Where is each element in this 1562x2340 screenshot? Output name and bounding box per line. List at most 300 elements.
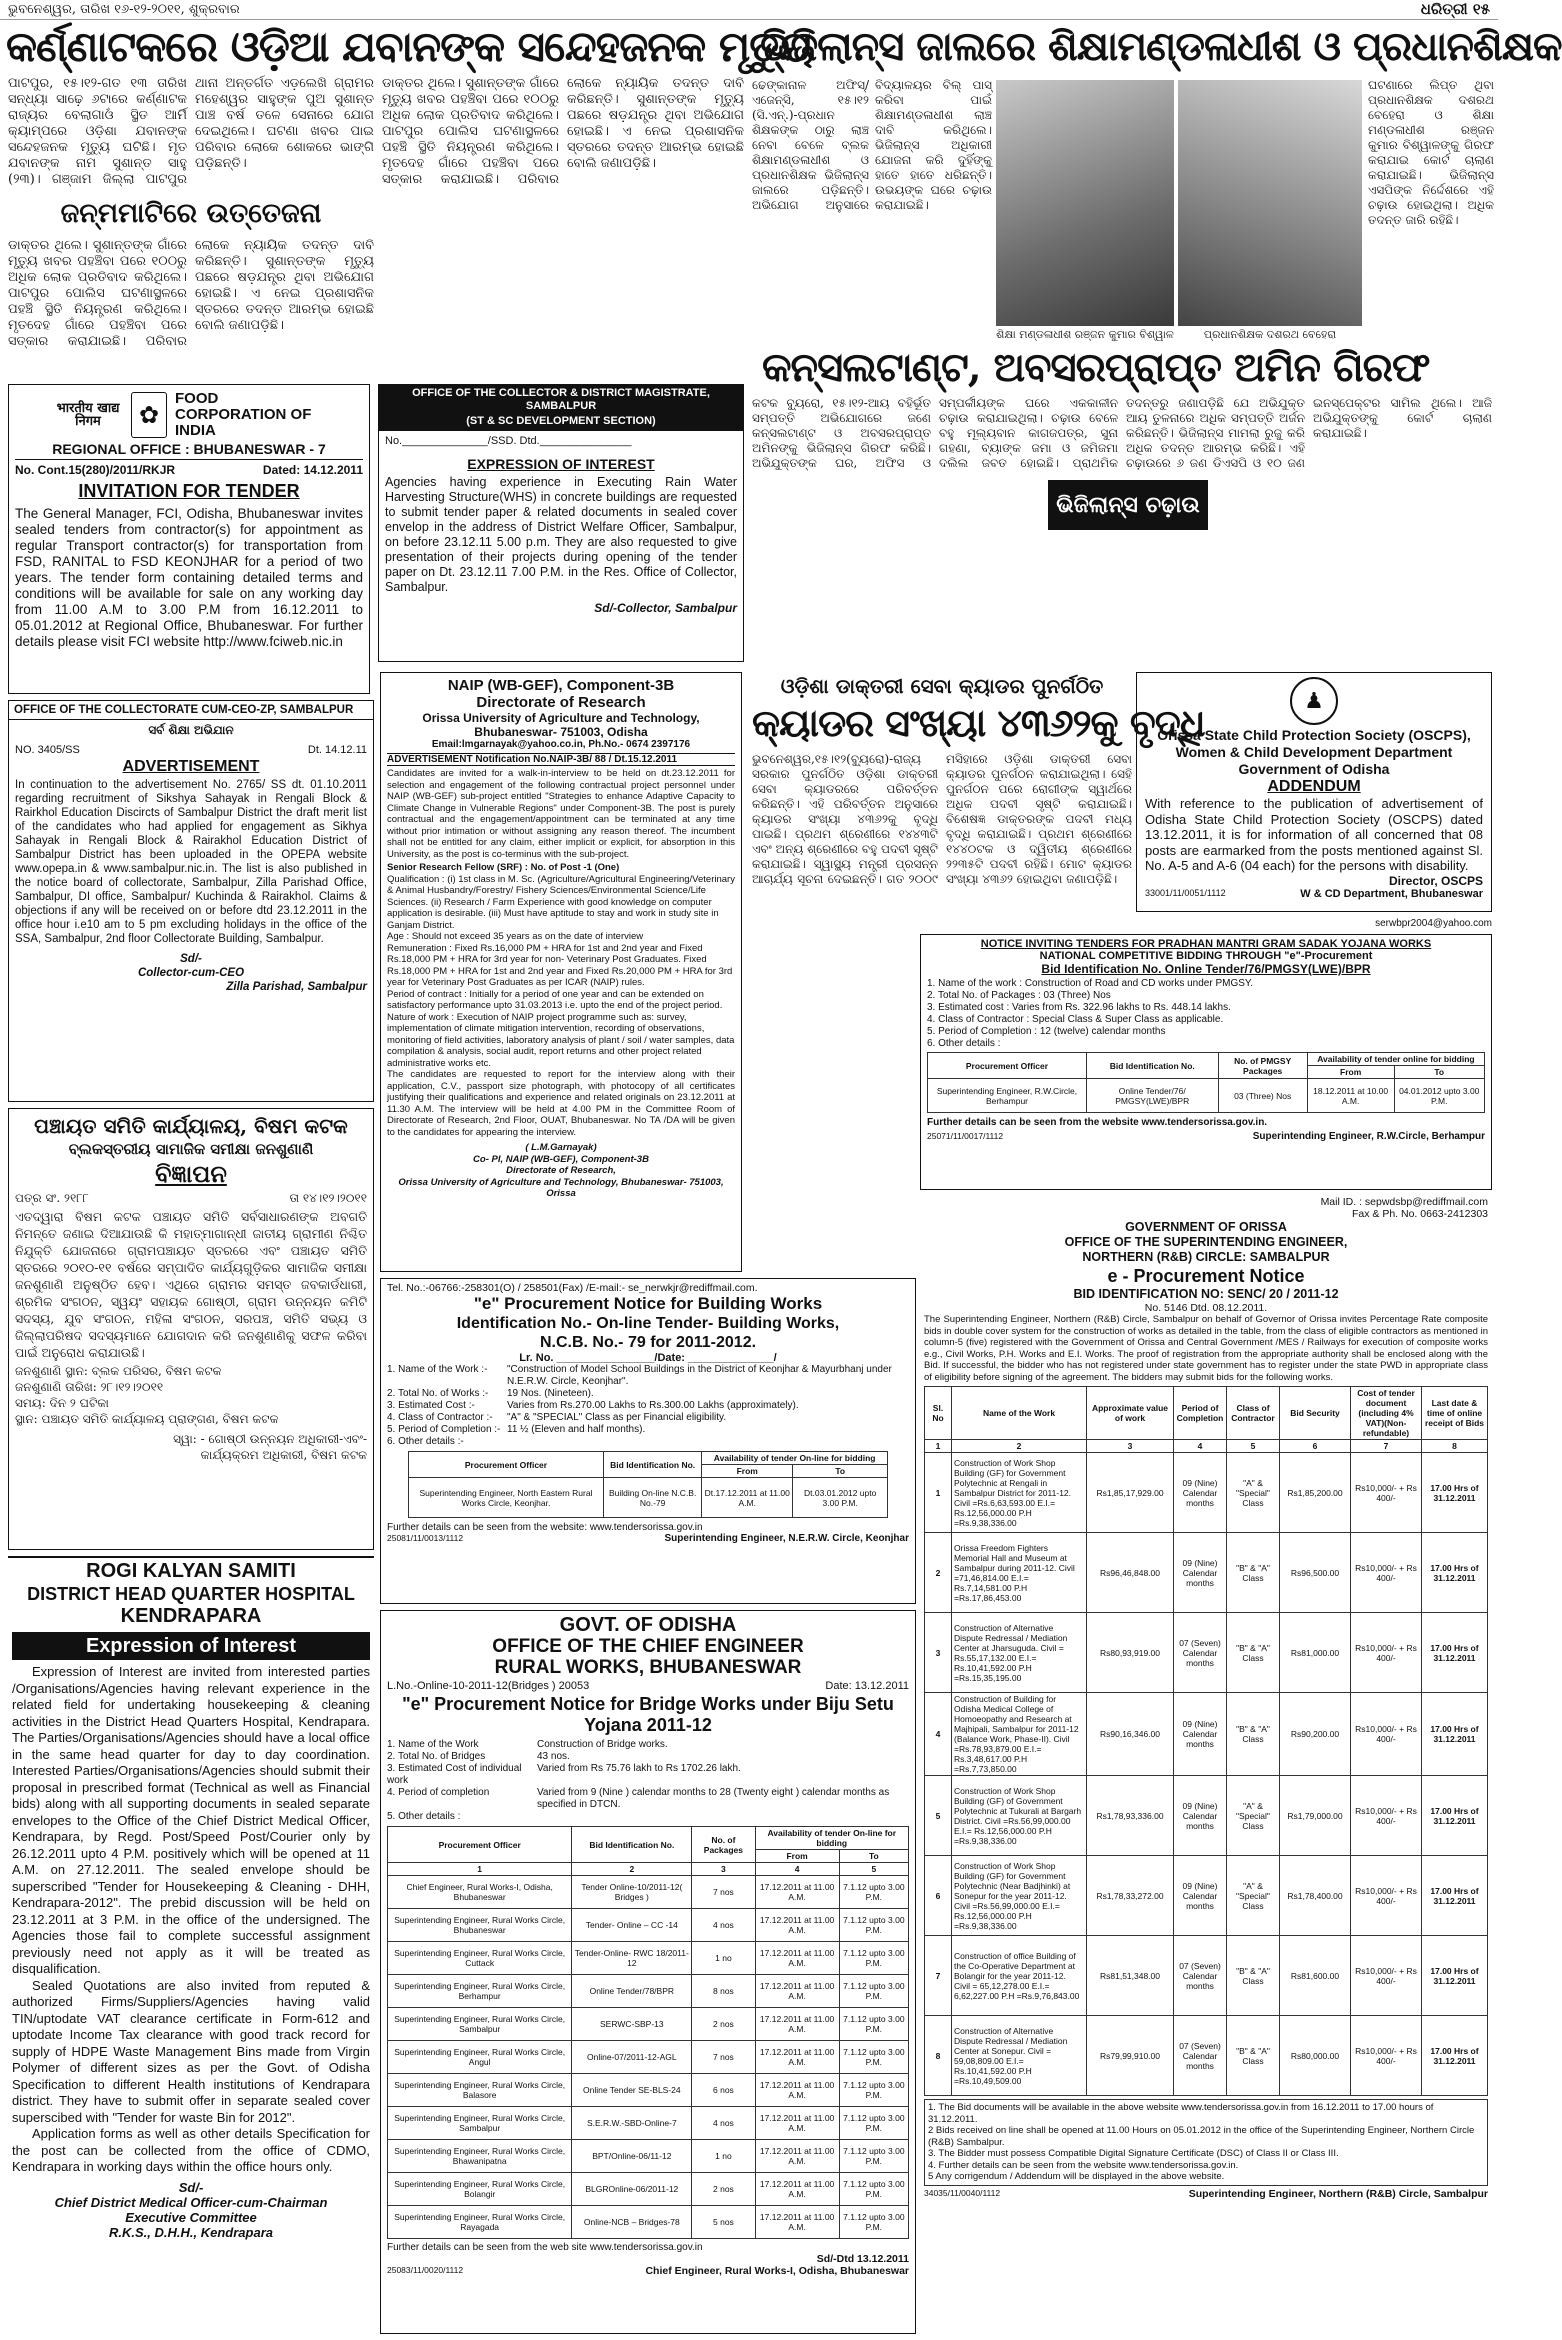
- table-cell: Rs10,000/- + Rs 400/-: [1351, 1776, 1422, 1856]
- nercw-item-value: 11 ½ (Eleven and half months).: [507, 1424, 646, 1435]
- table-cell: Rs1,79,000.00: [1280, 1776, 1351, 1856]
- table-row: [925, 1936, 1488, 2016]
- table-cell: 6 nos: [692, 2074, 755, 2107]
- biju-code: 25083/11/0020/1112: [387, 2265, 464, 2275]
- table-row: [388, 2107, 909, 2140]
- rks-body2: Sealed Quotations are also invited from reputed & authorized Firms/Suppliers/Agencies having valid TIN/uptodate VAT clearance certificate in Form-612 and uptodate Income Tax clearance with good track record for supply of HDPE Waste Management Bins made from Virgin Polymer of different sizes as per the Govt. of Odisha Specification to different Health institutions of Kendrapara district. They have to submit offer in separate sealed cover superscibed with "Tender for waste Bin for 2012".: [12, 1977, 370, 2125]
- table-cell: 1 no: [692, 1942, 755, 1975]
- table-cell: Tender- Online – CC -14: [572, 1909, 692, 1942]
- pmgsy-th-officer: Procurement Officer: [928, 1053, 1087, 1079]
- table-cell: 5 nos: [692, 2206, 755, 2239]
- fci-name: FOOD CORPORATION OF INDIA: [175, 390, 312, 439]
- table-row: [388, 2206, 909, 2239]
- panchayat-body: ଏତଦ୍ୱାରା ବିଷମ କଟକ ପଞ୍ଚାୟତ ସମିତି ସର୍ବସାଧାରଣଙ୍କ ଅବଗତି ନିମନ୍ତେ ଜଣାଇ ଦିଆଯାଉଛି କି ମହାତ୍ମାଗାନ୍ଧୀ ଜାତୀୟ ଗ୍ରାମୀଣ ନିଶ୍ଚିତ ନିଯୁକ୍ତି ଯୋଜନାରେ ଗ୍ରାମପଞ୍ଚାୟତ ସ୍ତରରେ ଏବଂ ପଞ୍ଚାୟତ ସମିତି ସ୍ତରରେ ୨୦୧୦-୧୧ ବର୍ଷରେ ସମ୍ପାଦିତ କାର୍ଯ୍ୟଗୁଡ଼ିକର ସାମାଜିକ ସମୀକ୍ଷା ଜନଶୁଣାଣି ଅନୁଷ୍ଠିତ ହେବ। ଏଥିରେ ଗ୍ରାମର ସମସ୍ତ ଜବକାର୍ଡଧାରୀ, ଶ୍ରମିକ ସଂଗଠନ, ସ୍ୱୟଂ ସହାୟକ ଗୋଷ୍ଠୀ, ଗ୍ରାମ ଉନ୍ନୟନ କମିଟି ସଦସ୍ୟ, ଯୁବ ସଂଗଠନ, ମହିଳା ସଂଗଠନ, ସରପଞ୍ଚ, ସମିତି ସଭ୍ୟ ଓ ଜିଲ୍ଲାପରିଷଦ ସଦସ୍ୟମାନେ ଯୋଗଦାନ କରି ଜନଶୁଣାଣିକୁ ସଫଳ କରିବା ପାଇଁ ଅନୁରୋଧ କରାଯାଉଛି।: [15, 1209, 367, 1360]
- naip-period: Period of contract : Initially for a period of one year and can be extended on satisfactory performance upto 31.03.2013 i.e. upto the end of the project period.: [387, 988, 723, 1011]
- senc-th: Last date & time of online receipt of Bids: [1422, 1387, 1488, 1440]
- senc-sign: Superintending Engineer, Northern (R&B) Circle, Sambalpur: [1188, 2187, 1488, 2200]
- rks-t1: ROGI KALYAN SAMITI: [86, 1560, 296, 1582]
- biju-lno: L.No.-Online-10-2011-12(Bridges ) 20053: [387, 1680, 590, 1692]
- table-row: [925, 1776, 1488, 1856]
- senc-code: 34035/11/0040/1112: [924, 2187, 1001, 2198]
- vigilance-badge: ଭିଜିଲାନ୍ସ ଚଢ଼ାଉ: [1048, 480, 1208, 530]
- table-cell: 7 nos: [692, 2041, 755, 2074]
- table-cell: Tender-Online- RWC 18/2011-12: [572, 1942, 692, 1975]
- fci-ad: [8, 384, 370, 694]
- panchayat-ad: [8, 1108, 374, 1550]
- senc-note: 5 Any corrigendum / Addendum will be displayed in the above website.: [928, 2171, 1225, 2182]
- table-cell: 17.00 Hrs of 31.12.2011: [1422, 1936, 1488, 2016]
- biju-item-label: 1. Name of the Work: [387, 1739, 479, 1750]
- table-cell: 4 nos: [692, 1909, 755, 1942]
- table-cell: 09 (Nine) Calendar months: [1174, 1693, 1227, 1776]
- table-row: [388, 2074, 909, 2107]
- table-cell: 07 (Seven) Calendar months: [1174, 2016, 1227, 2096]
- table-cell: 7.1.12 upto 3.00 P.M.: [839, 2041, 908, 2074]
- pmgsy-th-from: From: [1307, 1066, 1394, 1079]
- senc-num: 1: [925, 1440, 952, 1453]
- senc-t4: e - Procurement Notice: [1107, 1266, 1305, 1286]
- table-cell: Rs90,200.00: [1280, 1693, 1351, 1776]
- collectorate-office: OFFICE OF THE COLLECTORATE CUM-CEO-ZP, SAMBALPUR: [9, 701, 373, 720]
- fci-office: REGIONAL OFFICE : BHUBANESWAR - 7: [15, 441, 363, 460]
- table-cell: Superintending Engineer, Rural Works Circle, Balasore: [388, 2074, 572, 2107]
- story2-body: ଢେଙ୍କାନାଳ ଅଫିସ୍/ଏଜେନ୍ସି, ୧୫।୧୨ (ସି.ଏନ୍.)-ପ୍ରଧାନ ଶିକ୍ଷକଙ୍କ ଠାରୁ ଲାଞ୍ଚ ନେବା ବେଳେ ବ୍ଲକ ଶିକ୍ଷାମଣ୍ଡଳାଧୀଶ ଓ ପ୍ରଧାନଶିକ୍ଷକ ଭିଜିଲାନ୍ସ ଜାଲରେ ପଡ଼ିଛନ୍ତି। ଅଭିଯୋଗ ଅନୁସାରେ ବିଦ୍ୟାଳୟର ବିଲ୍ ପାସ୍ କରିବା ପାଇଁ ଶିକ୍ଷାମଣ୍ଡଳାଧୀଶ ଲାଞ୍ଚ ଦାବି କରିଥିଲେ। ଭିଜିଲାନ୍ସ ଅଧିକାରୀ ଯୋଜନା କରି ଦୁହିଁଙ୍କୁ ହାତେ ହାତେ ଧରିଛନ୍ତି। ଉଭୟଙ୍କ ଘରେ ଚଢ଼ାଉ କରାଯାଇଛି।: [752, 78, 992, 212]
- senc-th: Cost of tender document (including 4% VAT)(Non-refundable): [1351, 1387, 1422, 1440]
- pmgsy-cell: Superintending Engineer, R.W.Circle, Berhampur: [928, 1079, 1087, 1113]
- table-row: [388, 2140, 909, 2173]
- table-cell: "B" & "A" Class: [1227, 2016, 1280, 2096]
- table-cell: 1: [925, 1453, 952, 1533]
- pmgsy-cell: 04.01.2012 upto 3.00 P.M.: [1394, 1079, 1485, 1113]
- table-cell: Construction of Work Shop Building (GF) of Government Polytechnic at Tukurali at Bargarh District. Civil =Rs.56,99,000.00 E.I.= Rs.12,56,000.00 P.H =Rs.9,38,336.00: [952, 1776, 1087, 1856]
- table-cell: 17.00 Hrs of 31.12.2011: [1422, 1453, 1488, 1533]
- table-row: [925, 1453, 1488, 1533]
- table-cell: Construction of Alternative Dispute Redressal / Mediation Center at Jharsuguda. Civil = Rs.55,17,132.00 E.I.= Rs.10,41,592.00 P.H =Rs.15,35,195.00: [952, 1613, 1087, 1693]
- fci-dated: Dated: 14.12.2011: [262, 463, 363, 477]
- senc-th: Approximate value of work: [1087, 1387, 1174, 1440]
- table-cell: 2 nos: [692, 2173, 755, 2206]
- nercw-cell: Superintending Engineer, North Eastern Rural Works Circle, Keonjhar.: [408, 1478, 603, 1518]
- oscps-org: Orissa State Child Protection Society (OSCPS), Women & Child Development Department Government of Odisha: [1157, 727, 1471, 777]
- collectorate-sign3: Zilla Parishad, Sambalpur: [226, 981, 367, 993]
- oscps-sign1: Director, OSCPS: [1388, 873, 1483, 888]
- nercw-sign: Superintending Engineer, N.E.R.W. Circle, Keonjhar: [664, 1533, 909, 1544]
- pmgsy-th-to: To: [1394, 1066, 1485, 1079]
- naip-sign3: Directorate of Research,: [506, 1165, 616, 1176]
- table-cell: 1 no: [692, 2140, 755, 2173]
- table-row: [388, 1975, 909, 2008]
- nercw-t2: Identification No.- On-line Tender- Building Works,: [456, 1315, 840, 1332]
- pmgsy-email-row: [1136, 918, 1492, 932]
- pmgsy-item: 6. Other details :: [927, 1038, 1001, 1049]
- table-cell: Rs10,000/- + Rs 400/-: [1351, 1613, 1422, 1693]
- caption-headmaster: ପ୍ରଧାନଶିକ୍ଷକ ଦଶରଥ ବେହେରା: [1203, 328, 1337, 341]
- table-cell: Rs10,000/- + Rs 400/-: [1351, 1693, 1422, 1776]
- nercw-th-officer: Procurement Officer: [408, 1452, 603, 1478]
- table-cell: 17.12.2011 at 11.00 A.M.: [755, 2008, 839, 2041]
- table-cell: BLGROnline-06/2011-12: [572, 2173, 692, 2206]
- welfare-body: Agencies having experience in Executing Rain Water Harvesting Structure(WHS) in concrete buildings are requested to submit tender paper & related documents in sealed cover envelop in the address of District Welfare Officer, Sambalpur, on before 23.12.11 5.00 p.m. They are also requested to give presentation of their projects during opening of the tender paper on Dt. 23.12.11 7.00 P.M. in the Res. Office of Collector, Sambalpur.: [385, 475, 737, 594]
- table-cell: 17.12.2011 at 11.00 A.M.: [755, 1909, 839, 1942]
- table-cell: Rs80,93,919.00: [1087, 1613, 1174, 1693]
- table-cell: Construction of Building for Odisha Medical College of Homoeopathy and Research at Majhipali, Sambalpur for 2011-12 (Balance Work, Phase-II). Civil =Rs.78,93,879.00 E.I.= Rs.3,48,617.00 P.H =Rs.7,73,850.00: [952, 1693, 1087, 1776]
- table-cell: Rs80,000.00: [1280, 2016, 1351, 2096]
- table-cell: Rs79,99,910.00: [1087, 2016, 1174, 2096]
- table-cell: 09 (Nine) Calendar months: [1174, 1533, 1227, 1613]
- table-cell: Superintending Engineer, Rural Works Circle, Bhawanipatna: [388, 2140, 572, 2173]
- senc-th: Name of the Work: [952, 1387, 1087, 1440]
- table-cell: 8: [925, 2016, 952, 2096]
- welfare-ad: [378, 384, 744, 662]
- nercw-cell: Building On-line N.C.B. No.-79: [604, 1478, 702, 1518]
- table-row: [925, 1856, 1488, 1936]
- table-cell: S.E.R.W.-SBD-Online-7: [572, 2107, 692, 2140]
- table-cell: 5: [925, 1776, 952, 1856]
- photo-headmaster: [1178, 80, 1362, 326]
- pmgsy-t3: Bid Identification No. Online Tender/76/PMGSY(LWE)/BPR: [1041, 962, 1371, 976]
- panchayat-date-line: ଜନଶୁଣାଣି ତାରିଖ: ୨୮।୧୨।୨୦୧୧: [15, 1380, 164, 1394]
- biju-ad: [380, 1610, 916, 2334]
- nercw-t1: "e" Procurement Notice for Building Works: [473, 1294, 823, 1313]
- fci-hindi-name: भारतीय खाद्य निगम: [56, 401, 120, 429]
- pmgsy-tail: Further details can be seen from the website www.tendersorissa.gov.in.: [927, 1117, 1268, 1128]
- naip-t1: NAIP (WB-GEF), Component-3B: [447, 677, 675, 694]
- table-cell: Rs1,85,200.00: [1280, 1453, 1351, 1533]
- story1-body1: ପାଟପୁର, ୧୫।୧୨-ଗତ ୧୩ ତାରିଖ ସନ୍ଧ୍ୟା ସାଢ଼େ ୬ଟାରେ କର୍ଣ୍ଣାଟକ ରାଜ୍ୟର ବେଲାଗାଓଁ ସ୍ଥିତ ଆର୍ମି କ୍ୟାମ୍ପରେ ଓଡ଼ିଶା ଯବାନଙ୍କ ସନ୍ଦେହଜନକ ମୃତ୍ୟୁ ଘଟିଛି। ମୃତ ଯବାନଙ୍କ ନାମ ସୁଶାନ୍ତ ସାହୁ (୨୩)। ଗଞ୍ଜାମ ଜିଲ୍ଲା ପାଟପୁର ଥାନା ଅନ୍ତର୍ଗତ ଏଡ଼ଲେଖି ଗ୍ରାମର ମହେଶ୍ୱର ସାହୁଙ୍କ ପୁଅ ସୁଶାନ୍ତ ପାଞ୍ଚ ବର୍ଷ ତଳେ ସେନାରେ ଯୋଗ ଦେଇଥିଲେ। ଘଟଣା ଖବର ପାଇ ପରିବାର ଲୋକେ ଶୋକରେ ଭାଙ୍ଗି ପଡ଼ିଛନ୍ତି।: [8, 76, 374, 187]
- panchayat-no: ପତ୍ର ସଂ. ୨୧୮୮: [15, 1191, 89, 1205]
- senc-fax: Fax & Ph. No. 0663-2412303: [1351, 1208, 1488, 1220]
- table-cell: 17.12.2011 at 11.00 A.M.: [755, 1876, 839, 1909]
- rks-sign4: R.K.S., D.H.H., Kendrapara: [109, 2224, 273, 2240]
- pmgsy-th-bid: Bid Identification No.: [1086, 1053, 1218, 1079]
- naip-t3: Orissa University of Agriculture and Technology, Bhubaneswar- 751003, Odisha: [422, 711, 700, 739]
- senc-t2: OFFICE OF THE SUPERINTENDING ENGINEER,: [1064, 1235, 1348, 1249]
- nercw-item-label: 4. Class of Contractor :-: [387, 1412, 493, 1423]
- table-cell: Superintending Engineer, Rural Works Circle, Angul: [388, 2041, 572, 2074]
- table-cell: Construction of Alternative Dispute Redressal / Mediation Center at Sonepur. Civil = 59,08,809.00 E.I.= Rs.10,41,592.00 P.H =Rs.10,49,509.00: [952, 2016, 1087, 2096]
- story1-body2: ଡାକ୍ତର ଥିଲେ। ସୁଶାନ୍ତଙ୍କ ଗାଁରେ ମୃତ୍ୟୁ ଖବର ପହଞ୍ଚିବା ପରେ ୧୦୦ରୁ ଅଧିକ ଲୋକ ପ୍ରତିବାଦ କରିଥିଲେ। ପାଟପୁର ପୋଲିସ ଘଟଣାସ୍ଥଳରେ ପହଞ୍ଚି ସ୍ଥିତି ନିୟନ୍ତ୍ରଣ କରିଥିଲେ। ମୃତଦେହ ଗାଁରେ ପହଞ୍ଚିବା ପରେ ସତ୍କାର କରାଯାଇଛି। ପରିବାର ଲୋକେ ନ୍ୟାୟିକ ତଦନ୍ତ ଦାବି କରିଛନ୍ତି। ସୁଶାନ୍ତଙ୍କ ମୃତ୍ୟୁ ପଛରେ ଷଡ଼ଯନ୍ତ୍ର ଥିବା ଅଭିଯୋଗ ହୋଇଛି। ଏ ନେଇ ପ୍ରଶାସନିକ ସ୍ତରରେ ତଦନ୍ତ ଆରମ୍ଭ ହୋଇଛି ବୋଲି ଜଣାପଡ଼ିଛି।: [382, 76, 744, 187]
- story1-body1-cont: ଡାକ୍ତର ଥିଲେ। ସୁଶାନ୍ତଙ୍କ ଗାଁରେ ମୃତ୍ୟୁ ଖବର ପହଞ୍ଚିବା ପରେ ୧୦୦ରୁ ଅଧିକ ଲୋକ ପ୍ରତିବାଦ କରିଥିଲେ। ପାଟପୁର ପୋଲିସ ଘଟଣାସ୍ଥଳରେ ପହଞ୍ଚି ସ୍ଥିତି ନିୟନ୍ତ୍ରଣ କରିଥିଲେ। ମୃତଦେହ ଗାଁରେ ପହଞ୍ଚିବା ପରେ ସତ୍କାର କରାଯାଇଛି। ପରିବାର ଲୋକେ ନ୍ୟାୟିକ ତଦନ୍ତ ଦାବି କରିଛନ୍ତି। ସୁଶାନ୍ତଙ୍କ ମୃତ୍ୟୁ ପଛରେ ଷଡ଼ଯନ୍ତ୍ର ଥିବା ଅଭିଯୋଗ ହୋଇଛି। ଏ ନେଇ ପ୍ରଶାସନିକ ସ୍ତରରେ ତଦନ୍ତ ଆରମ୍ଭ ହୋଇଛି ବୋଲି ଜଣାପଡ଼ିଛି।: [8, 238, 374, 349]
- table-cell: 7: [925, 1936, 952, 2016]
- table-cell: Construction of Work Shop Building (GF) for Government Polytechnic at Rengali in Sambalpur District for 2011-12. Civil =Rs.6,63,593.00 E.I.= Rs.12,56,000.00 P.H =Rs.9,38,336.00: [952, 1453, 1087, 1533]
- rks-sign3: Executive Committee: [125, 2209, 257, 2225]
- table-cell: Rs81,000.00: [1280, 1613, 1351, 1693]
- table-cell: Rs96,500.00: [1280, 1533, 1351, 1613]
- table-cell: Tender Online-10/2011-12( Bridges ): [572, 1876, 692, 1909]
- table-cell: 2: [925, 1533, 952, 1613]
- naip-body: Candidates are invited for a walk-in-interview to be held on dt.23.12.2011 for selection and engagement of the following contractual project personnel under NAIP (WB-GEF) sub-project entitled "Strategies to enhance Adaptive Capacity to Climate Change in Vulnerable Regions" under Component-3B. The post is purely contractual and the engagement/appointment can be terminated at any time without prior intimation or without assigning any reason thereof. The incumbent shall not be entitled for any claim, either implicit or explicit, for absorption in this University, as the post is co-terminus with the sub-project.: [387, 768, 735, 860]
- naip-notif: ADVERTISEMENT Notification No.NAIP-3B/ 88 / Dt.15.12.2011: [387, 753, 735, 766]
- nercw-item-value: Varies from Rs.270.00 Lakhs to Rs.300.00 Lakhs (approximately).: [507, 1400, 799, 1411]
- collectorate-body: In continuation to the advertisement No. 2765/ SS dt. 01.10.2011 regarding recruitment of Sikshya Sahayak in Rengali Block & Rairkhol Education Discircts of Sambalpur District the draft merit list of the candidates who had applied for engagement as Sikhya Sahayak in Rengali Block & Rairakhol Education District of Sambalpur District has been uploaded in the OPEPA website www.opepa.in & www.sambalpur.nic.in. The list is also published in the notice board of collectorate, Sambalpur, Zilla Parishad Office, Sambalpur, DI office, Sambalpur/ Kuchinda & Rairakhol. Claims & objections if any will be received on or before dtd 23.12.2011 in the office hour i.e10 am to 5 pm excluding holidays in the office of the SSA, Sambalpur, 2nd floor Collectorate Building, Sambalpur.: [15, 779, 367, 945]
- pmgsy-cell: Online Tender/76/ PMGSY(LWE)/BPR: [1086, 1079, 1218, 1113]
- table-cell: 7.1.12 upto 3.00 P.M.: [839, 1942, 908, 1975]
- table-cell: 7.1.12 upto 3.00 P.M.: [839, 2074, 908, 2107]
- nercw-item-value: [507, 1436, 909, 1448]
- table-cell: 7.1.12 upto 3.00 P.M.: [839, 2173, 908, 2206]
- collectorate-sign1: Sd/-: [180, 953, 202, 965]
- panchayat-time-line: ସମୟ: ଦିନ ୨ ଘଟିକା: [15, 1396, 109, 1410]
- oscps-body: With reference to the publication of advertisement of Odisha State Child Protection Society (OSCPS) dated 13.12.2011, it is for information of all concerned that 08 posts are earmarked from the posts mentioned against Sl. No. A-5 and A-6 (04 each) for the persons with disability.: [1145, 796, 1483, 873]
- table-cell: 09 (Nine) Calendar months: [1174, 1856, 1227, 1936]
- table-cell: Rs10,000/- + Rs 400/-: [1351, 1453, 1422, 1533]
- rks-ad: [8, 1556, 374, 2334]
- collectorate-sign2: Collector-cum-CEO: [137, 967, 245, 979]
- table-cell: Superintending Engineer, Rural Works Circle, Bhubaneswar: [388, 1909, 572, 1942]
- biju-item-value: Construction of Bridge works.: [537, 1739, 668, 1750]
- biju-num: 1: [388, 1863, 572, 1876]
- pmgsy-item: 2. Total No. of Packages : 03 (Three) Nos: [927, 990, 1111, 1001]
- rks-title: Expression of Interest: [12, 1632, 370, 1660]
- panchayat-sign2: କାର୍ଯ୍ୟକ୍ରମ ଅଧିକାରୀ, ବିଷମ କଟକ: [200, 1448, 367, 1462]
- nercw-th-to: To: [793, 1465, 888, 1478]
- nercw-item-value: 19 Nos. (Nineteen).: [507, 1388, 594, 1399]
- table-cell: Superintending Engineer, Rural Works Circle, Sambalpur: [388, 2008, 572, 2041]
- ssa-logo-text: ସର୍ବ ଶିକ୍ଷା ଅଭିଯାନ: [148, 723, 234, 737]
- senc-table: [924, 1386, 1488, 2096]
- pmgsy-th-avail: Availability of tender online for bidding: [1307, 1053, 1484, 1066]
- table-cell: 7.1.12 upto 3.00 P.M.: [839, 2107, 908, 2140]
- fci-ref: No. Cont.15(280)/2011/RKJR: [15, 463, 176, 477]
- table-cell: Rs81,51,348.00: [1087, 1936, 1174, 2016]
- panchayat-sign1: ସ୍ୱା: - ଗୋଷ୍ଠୀ ଉନ୍ନୟନ ଅଧିକାରୀ-ଏବଂ-: [173, 1432, 367, 1446]
- table-cell: 07 (Seven) Calendar months: [1174, 1936, 1227, 2016]
- senc-num: 4: [1174, 1440, 1227, 1453]
- biju-item-label: 5. Other details :: [387, 1811, 461, 1822]
- oscps-sign2: W & CD Department, Bhubaneswar: [1300, 887, 1483, 900]
- table-cell: Rs1,78,400.00: [1280, 1856, 1351, 1936]
- table-cell: BPT/Online-06/11-12: [572, 2140, 692, 2173]
- panchayat-date: ତା ୧୪।୧୨।୨୦୧୧: [289, 1191, 367, 1205]
- biju-item-value: 43 nos.: [537, 1751, 570, 1762]
- oscps-code: 33001/11/0051/1112: [1145, 887, 1226, 898]
- rks-sign1: Sd/-: [178, 2179, 204, 2195]
- table-row: [925, 1613, 1488, 1693]
- nercw-code: 25081/11/0013/1112: [387, 1533, 464, 1543]
- fci-title: INVITATION FOR TENDER: [78, 481, 300, 501]
- senc-num: 8: [1422, 1440, 1488, 1453]
- table-cell: 17.12.2011 at 11.00 A.M.: [755, 2140, 839, 2173]
- table-cell: 17.00 Hrs of 31.12.2011: [1422, 1776, 1488, 1856]
- pmgsy-item: 5. Period of Completion : 12 (twelve) calendar months: [927, 1026, 1166, 1037]
- table-cell: 09 (Nine) Calendar months: [1174, 1453, 1227, 1533]
- pmgsy-t2: NATIONAL COMPETITIVE BIDDING THROUGH "e"-Procurement: [1039, 950, 1373, 962]
- collectorate-dt: Dt. 14.12.11: [307, 744, 367, 756]
- table-cell: "A" & "Special" Class: [1227, 1776, 1280, 1856]
- table-cell: Rs81,600.00: [1280, 1936, 1351, 2016]
- table-cell: Rs96,46,848.00: [1087, 1533, 1174, 1613]
- oscps-logo-icon: ♟: [1290, 677, 1338, 725]
- biju-th: Availability of tender On-line for bidding: [755, 1827, 908, 1850]
- nercw-cell: Dt.17.12.2011 at 11.00 A.M.: [702, 1478, 793, 1518]
- pmgsy-cell: 18.12.2011 at 10.00 A.M.: [1307, 1079, 1394, 1113]
- naip-qual: Qualification : (i) 1st class in M. Sc. (Agriculture/Agricultural Engineering/Veterinary & Animal Husbandry/Forestry/ Fishery Sciences/Environmental Science/Life Sciences. (ii) Research / Farm Experience with good knowledge on computer application is desirable. (iii) Must have aptitude to stay and work in study site in Ganjam District.: [387, 873, 735, 931]
- pmgsy-item: 4. Class of Contractor : Special Class & Super Class as applicable.: [927, 1014, 1224, 1025]
- pmgsy-th-pkg: No. of PMGSY Packages: [1218, 1053, 1307, 1079]
- table-cell: Superintending Engineer, Rural Works Circle, Cuttack: [388, 1942, 572, 1975]
- pmgsy-item: 3. Estimated cost : Varies from Rs. 322.96 lakhs to Rs. 448.14 lakhs.: [927, 1002, 1231, 1013]
- biju-date: Date: 13.12.2011: [825, 1680, 909, 1692]
- naip-tail: The candidates are requested to report for the interview along with their application, C.V., passport size photograph, with photocopy of all certificates justifying their qualifications and experience and related originals on 23.12.2011 at 11.30 A.M. The interview will be held at 4.00 PM in the Committee Room of Directorate of Research, 2nd Floor, OUAT, Bhubaneswar. No TA /DA will be given to the candidates for appearing the interview.: [387, 1069, 735, 1138]
- table-cell: 07 (Seven) Calendar months: [1174, 1613, 1227, 1693]
- table-cell: 17.12.2011 at 11.00 A.M.: [755, 1942, 839, 1975]
- nercw-th-from: From: [702, 1465, 793, 1478]
- table-row: [388, 1942, 909, 1975]
- biju-item-value: [537, 1811, 909, 1823]
- story4-headline: କ୍ୟାଡର ସଂଖ୍ୟା ୪୩୬୨କୁ ବୃଦ୍ଧି: [752, 700, 1205, 745]
- story4-kicker: ଓଡ଼ିଶା ଡାକ୍ତରୀ ସେବା କ୍ୟାଡର ପୁନର୍ଗଠିତ: [780, 674, 1104, 698]
- collectorate-ad: [8, 700, 374, 1102]
- naip-sign2: Co- PI, NAIP (WB-GEF), Component-3B: [473, 1153, 649, 1165]
- welfare-section: (ST & SC DEVELOPMENT SECTION): [379, 415, 743, 431]
- senc-num: 3: [1087, 1440, 1174, 1453]
- table-cell: 7.1.12 upto 3.00 P.M.: [839, 1909, 908, 1942]
- table-cell: 09 (Nine) Calendar months: [1174, 1776, 1227, 1856]
- fci-body: The General Manager, FCI, Odisha, Bhubaneswar invites sealed tenders from contractor(s) for appointment as regular Transport contractor(s) for transportation from FSD, RANITAL to FSD KEONJHAR for a period of two years. The tender form containing detailed terms and conditions will be available for sale on any working day from 11.00 A.M to 3.00 P.M from 16.12.2011 to 05.01.2012 at Regional Office, Bhubaneswar. For further details please visit FCI website http://www.fciweb.nic.in: [15, 506, 363, 649]
- table-cell: Online Tender SE-BLS-24: [572, 2074, 692, 2107]
- nercw-item-value: "A" & "SPECIAL" Class as per Financial eligibility.: [507, 1412, 727, 1423]
- table-row: [388, 1909, 909, 1942]
- biju-t1: GOVT. OF ODISHA: [559, 1614, 737, 1636]
- story1-headline: କର୍ଣ୍ଣାଟକରେ ଓଡ଼ିଆ ଯବାନଙ୍କ ସନ୍ଦେହଜନକ ମୃତ୍ୟୁ: [6, 22, 813, 71]
- biju-item-label: 2. Total No. of Bridges: [387, 1751, 486, 1762]
- table-cell: 8 nos: [692, 1975, 755, 2008]
- table-cell: "B" & "A" Class: [1227, 1936, 1280, 2016]
- nercw-th-bid: Bid Identification No.: [604, 1452, 702, 1478]
- biju-num: 3: [692, 1863, 755, 1876]
- senc-th: Class of Contractor: [1227, 1387, 1280, 1440]
- rks-body1: Expression of Interest are invited from interested parties /Organisations/Agencies having relevant experience in the related field for undertaking housekeeping & cleaning activities in the District Head Quarters Hospital, Kendrapara. The Parties/Organisations/Agencies should have a local office in the same head quarter for day to day coordination. Interested Parties/Organisations/Agencies should submit their proposal in prescribed format (Technical as well as Financial bids) along with all supporting documents in sealed separate envelopes to the Office of the Chief District Medical Officer, Kendrapara, by Regd. Post/Speed Post/Courier only by 26.12.2011 upto 4 P.M. positively which will be opened at 11 A.M. on 27.12.2011. The sealed envelope should be superscribed "Tender for Housekeeping & Cleaning - DHH, Kendrapara-2012". The prebid discussion will be held on 23.12.2011 at 3 P.M. in the office of the undersigned. The Agencies those fail to complete successful assignment previously need not apply as it will be treated as disqualification.: [12, 1664, 370, 1976]
- story3-body: କଟକ ବ୍ୟୁରୋ, ୧୫।୧୨-ଆୟ ବହିର୍ଭୂତ ସମ୍ପତ୍ତି ଅଭିଯୋଗରେ ଜଣେ କନ୍ସଲଟାଣ୍ଟ ଓ ଅବସରପ୍ରାପ୍ତ ଅମିନଙ୍କୁ ଭିଜିଲାନ୍ସ ଗିରଫ କରିଛି। ଅଭିଯୁକ୍ତଙ୍କ ଘର, ଅଫିସ ଓ ସମ୍ପର୍କୀୟଙ୍କ ଘରେ ଏକକାଳୀନ ଚଢ଼ାଉ କରାଯାଇଥିଲା। ଚଢ଼ାଉ ବେଳେ ବହୁ ମୂଲ୍ୟବାନ କାଗଜପତ୍ର, ସୁନା ଗହଣା, ବ୍ୟାଙ୍କ ଜମା ଓ ଜମିଜମା ଦଲିଲ ଜବତ ହୋଇଛି। ପ୍ରାଥମିକ ତଦନ୍ତରୁ ଜଣାପଡ଼ିଛି ଯେ ଅଭିଯୁକ୍ତ ଆୟ ତୁଳନାରେ ଅଧିକ ସମ୍ପତ୍ତି ଅର୍ଜନ କରିଛନ୍ତି। ଭିଜିଲାନ୍ସ ମାମଲା ରୁଜୁ କରି ଅଧିକ ତଦନ୍ତ ଆରମ୍ଭ କରିଛି। ଏହି ଚଢ଼ାଉରେ ୬ ଜଣ ଡିଏସପି ଓ ୧୦ ଜଣ ଇନସ୍ପେକ୍ଟର ସାମିଲ ଥିଲେ। ଆଜି ଅଭିଯୁକ୍ତଙ୍କୁ କୋର୍ଟ ଚାଲାଣ କରାଯାଇଛି।: [752, 396, 1492, 470]
- table-cell: Rs1,78,33,272.00: [1087, 1856, 1174, 1936]
- pmgsy-code: 25071/11/0017/1112: [927, 1131, 1004, 1141]
- table-cell: 17.12.2011 at 11.00 A.M.: [755, 2074, 839, 2107]
- table-cell: Superintending Engineer, Rural Works Circle, Bolangir: [388, 2173, 572, 2206]
- senc-no: No. 5146 Dtd. 08.12.2011.: [1144, 1302, 1268, 1314]
- table-cell: 17.00 Hrs of 31.12.2011: [1422, 1693, 1488, 1776]
- table-cell: Construction of office Building of the Co-Operative Department at Bolangir for the year 2011-12. Civil = 65,12,278.00 E.I.= 6,62,227.00 P.H =Rs.9,76,843.00: [952, 1936, 1087, 2016]
- pmgsy-t1: NOTICE INVITING TENDERS FOR PRADHAN MANTRI GRAM SADAK YOJANA WORKS: [980, 938, 1432, 950]
- pmgsy-ad: [920, 934, 1492, 1190]
- biju-sign1: Sd/-Dtd 13.12.2011: [816, 2253, 909, 2265]
- biju-th: Bid Identification No.: [572, 1827, 692, 1863]
- naip-t2: Directorate of Research: [476, 694, 646, 711]
- biju-tail: Further details can be seen from the web site www.tendersorissa.gov.in: [387, 2242, 703, 2253]
- panchayat-sub: ବ୍ଲକସ୍ତରୀୟ ସାମାଜିକ ସମୀକ୍ଷା ଜନଶୁଣାଣି: [68, 1140, 314, 1158]
- table-cell: Orissa Freedom Fighters Memorial Hall and Museum at Sambalpur during 2011-12. Civil =71,46,814.00 E.I.= Rs.7,14,581.00 P.H =Rs.17,86,453.00: [952, 1533, 1087, 1613]
- panchayat-title: ପଞ୍ଚାୟତ ସମିତି କାର୍ଯ୍ୟାଳୟ, ବିଷମ କଟକ: [34, 1114, 348, 1138]
- table-cell: Superintending Engineer, Rural Works Circle, Berhampur: [388, 1975, 572, 2008]
- table-cell: 4 nos: [692, 2107, 755, 2140]
- table-cell: "A" & "Special" Class: [1227, 1453, 1280, 1533]
- table-cell: Online-07/2011-12-AGL: [572, 2041, 692, 2074]
- table-cell: Rs10,000/- + Rs 400/-: [1351, 1856, 1422, 1936]
- photo-education-officer: [996, 80, 1174, 326]
- senc-note: 4. Further details can be seen from the website www.tendersorissa.gov.in.: [928, 2159, 1239, 2171]
- table-cell: 17.00 Hrs of 31.12.2011: [1422, 1856, 1488, 1936]
- table-cell: Superintending Engineer, Rural Works Circle, Rayagada: [388, 2206, 572, 2239]
- biju-table: [387, 1826, 909, 2239]
- biju-t4: "e" Procurement Notice for Bridge Works under Biju Setu Yojana 2011-12: [402, 1694, 894, 1735]
- table-cell: 2 nos: [692, 2008, 755, 2041]
- nercw-lr: Lr. No. ________________/Date: ______________/: [519, 1352, 777, 1364]
- table-cell: "B" & "A" Class: [1227, 1693, 1280, 1776]
- pmgsy-cell: 03 (Three) Nos: [1218, 1079, 1307, 1113]
- table-cell: 17.12.2011 at 11.00 A.M.: [755, 2206, 839, 2239]
- senc-note: 1. The Bid documents will be available in the above website www.tendersorissa.gov.in from 16.12.2011 to 17.00 hours of 31.12.2011.: [928, 2102, 1434, 2125]
- story3-headline: କନ୍ସଲଟାଣ୍ଟ, ଅବସରପ୍ରାପ୍ତ ଅମିନ ଗିରଫ: [762, 344, 1430, 391]
- rks-sign2: Chief District Medical Officer-cum-Chairman: [54, 2194, 328, 2210]
- story1-subhead: ଜନ୍ମମାଟିରେ ଉତ୍ତେଜନା: [60, 198, 322, 229]
- biju-num: 2: [572, 1863, 692, 1876]
- biju-th: Procurement Officer: [388, 1827, 572, 1863]
- senc-num: 6: [1280, 1440, 1351, 1453]
- table-cell: Superintending Engineer, Rural Works Circle, Sambalpur: [388, 2107, 572, 2140]
- table-cell: 17.12.2011 at 11.00 A.M.: [755, 2107, 839, 2140]
- table-row: [388, 2041, 909, 2074]
- nercw-item-label: 6. Other details :-: [387, 1436, 464, 1447]
- nercw-th-avail: Availability of tender On-line for bidding: [702, 1452, 888, 1465]
- biju-num: 4: [755, 1863, 839, 1876]
- biju-th: No. of Packages: [692, 1827, 755, 1863]
- nercw-ad: [380, 1278, 916, 1604]
- naip-sign4: Orissa University of Agriculture and Technology, Bhubaneswar- 751003, Orissa: [398, 1176, 724, 1199]
- table-cell: 3: [925, 1613, 952, 1693]
- senc-mail: Mail ID. : sepwdsbp@rediffmail.com: [1320, 1196, 1488, 1208]
- table-cell: 7 nos: [692, 1876, 755, 1909]
- story4-body: ଭୁବନେଶ୍ୱର,୧୫।୧୨(ବ୍ୟୁରୋ)-ରାଜ୍ୟ ସରକାର ପୁନର୍ଗଠିତ ଓଡ଼ିଶା ଡାକ୍ତରୀ ସେବା କ୍ୟାଡରରେ ପରିବର୍ତ୍ତନ କରିଛନ୍ତି। ଏହି ପରିବର୍ତ୍ତନ ଅନୁସାରେ କ୍ୟାଡର ସଂଖ୍ୟା ୪୩୬୨କୁ ବୃଦ୍ଧି ପାଇଛି। ପ୍ରଥମ ଶ୍ରେଣୀରେ ୧୪୪୩ଟି ଏବଂ ଅନ୍ୟ ଶ୍ରେଣୀରେ ବହୁ ପଦବୀ ସୃଷ୍ଟି କରାଯାଇଛି। ସ୍ୱାସ୍ଥ୍ୟ ମନ୍ତ୍ରୀ ପ୍ରସନ୍ନ ଆଚାର୍ଯ୍ୟ ସୂଚନା ଦେଇଛନ୍ତି। ଗତ ୨୦୦୯ ମସିହାରେ ଓଡ଼ିଶା ଡାକ୍ତରୀ ସେବା କ୍ୟାଡର ପୁନର୍ଗଠନ କରାଯାଇଥିଲା। ସେହି ପୁନର୍ଗଠନ ପରେ ରୋଗୀଙ୍କ ସ୍ୱାର୍ଥରେ ଅଧିକ ପଦବୀ ସୃଷ୍ଟି କରାଯାଇଛି। ବିଶେଷଜ୍ଞ ଡାକ୍ତରଙ୍କ ପଦବୀ ମଧ୍ୟ ବୃଦ୍ଧି କରାଯାଇଛି। ପ୍ରଥମ ଶ୍ରେଣୀରେ ୧୪୪୦ଟକ ଓ ଦ୍ୱିତୀୟ ଶ୍ରେଣୀରେ ୨୨୩୫ଟି ପଦବୀ ରହିଛି। ମୋଟ କ୍ୟାଡର ସଂଖ୍ୟା ୪୩୬୨ ହୋଇଥିବା ଜଣାପଡ଼ିଛି।: [752, 752, 1132, 886]
- table-cell: Rs90,16,346.00: [1087, 1693, 1174, 1776]
- table-cell: Construction of Work Shop Building (GF) for Government Polytechnic (Near Badjhinki) at Sonepur for the year 2011-12. Civil =Rs.56,99,000.00 E.I.= Rs.12,56,000.00 P.H =Rs.9,38,336.00: [952, 1856, 1087, 1936]
- panchayat-venue: ସ୍ଥାନ: ପଞ୍ଚାୟତ ସମିତି କାର୍ଯ୍ୟାଳୟ ପ୍ରାଙ୍ଗଣ, ବିଷମ କଟକ: [15, 1412, 279, 1426]
- table-cell: 17.00 Hrs of 31.12.2011: [1422, 1533, 1488, 1613]
- nercw-item-value: "Construction of Model School Buildings in the District of Keonjhar & Mayurbhanj under N.E.R.W. Circle, Keonjhar".: [507, 1364, 892, 1387]
- nercw-t3: N.C.B. No.- 79 for 2011-2012.: [539, 1334, 757, 1351]
- biju-th: To: [839, 1850, 908, 1863]
- table-cell: 7.1.12 upto 3.00 P.M.: [839, 2140, 908, 2173]
- table-row: [388, 2173, 909, 2206]
- biju-item-label: 3. Estimated Cost of individual work: [387, 1763, 522, 1786]
- panchayat-notice: ବିଜ୍ଞାପନ: [155, 1159, 227, 1188]
- pmgsy-table: [927, 1052, 1485, 1113]
- table-cell: 7.1.12 upto 3.00 P.M.: [839, 2206, 908, 2239]
- biju-t3: RURAL WORKS, BHUBANESWAR: [494, 1657, 802, 1678]
- table-cell: Online-NCB – Bridges-78: [572, 2206, 692, 2239]
- table-row: [388, 1876, 909, 1909]
- table-cell: 7.1.12 upto 3.00 P.M.: [839, 2008, 908, 2041]
- nercw-tel: Tel. No.:-06766:-258301(O) / 258501(Fax) /E-mail:- se_nerwkjr@rediffmail.com.: [387, 1282, 758, 1294]
- naip-sign1: ( L.M.Garnayak): [525, 1142, 597, 1153]
- senc-t5: BID IDENTIFICATION NO: SENC/ 20 / 2011-12: [1073, 1287, 1339, 1301]
- caption-education-officer: ଶିକ୍ଷା ମଣ୍ଡଳାଧୀଶ ରଞ୍ଜନ କୁମାର ବିଶ୍ୱାଳ: [996, 328, 1174, 341]
- table-cell: Chief Engineer, Rural Works-I, Odisha, Bhubaneswar: [388, 1876, 572, 1909]
- wheat-emblem-icon: ✿: [131, 392, 167, 438]
- biju-item-value: Varied from 9 (Nine ) calendar months to 28 (Twenty eight ) calendar months as specified in DTCN.: [537, 1787, 890, 1810]
- biju-item-value: Varied from Rs 75.76 lakh to Rs 1702.26 lakh.: [537, 1763, 741, 1774]
- table-cell: Online Tender/78/BPR: [572, 1975, 692, 2008]
- nercw-tail: Further details can be seen from the website: www.tendersorissa.gov.in: [387, 1522, 703, 1533]
- welfare-sign: Sd/-Collector, Sambalpur: [594, 601, 737, 615]
- senc-note: 3. The Bidder must possess Compatible Digital Signature Certificate (DSC) of Class II or Class III.: [928, 2148, 1339, 2159]
- oscps-title: ADDENDUM: [1267, 778, 1361, 795]
- senc-th: Sl. No: [925, 1387, 952, 1440]
- senc-num: 7: [1351, 1440, 1422, 1453]
- pmgsy-sign: Superintending Engineer, R.W.Circle, Berhampur: [1252, 1131, 1485, 1142]
- table-cell: 17.12.2011 at 11.00 A.M.: [755, 2041, 839, 2074]
- table-cell: 7.1.12 upto 3.00 P.M.: [839, 1975, 908, 2008]
- senc-body: The Superintending Engineer, Northern (R&B) Circle, Sambalpur on behalf of Governor of Orissa invites Percentage Rate composite bids in double cover system for the construction of works as detailed in the table, from the class of eligible contractors as mentioned in column-5 (five) registered with the Government of Orissa and Central Government /MES / Railways for execution of composite works e.g., Civil Works, P.H. Works and E.I. Works. The proof of registration from the appropriate authority shall be enclosed along with the Bid. If successful, the bidder who has not registered under state government has to register under the state PWD in appropriate class of eligibility before signing of the agreement. The bidders may submit bids for the following works.: [924, 1314, 1488, 1383]
- rks-t3: KENDRAPARA: [120, 1605, 262, 1627]
